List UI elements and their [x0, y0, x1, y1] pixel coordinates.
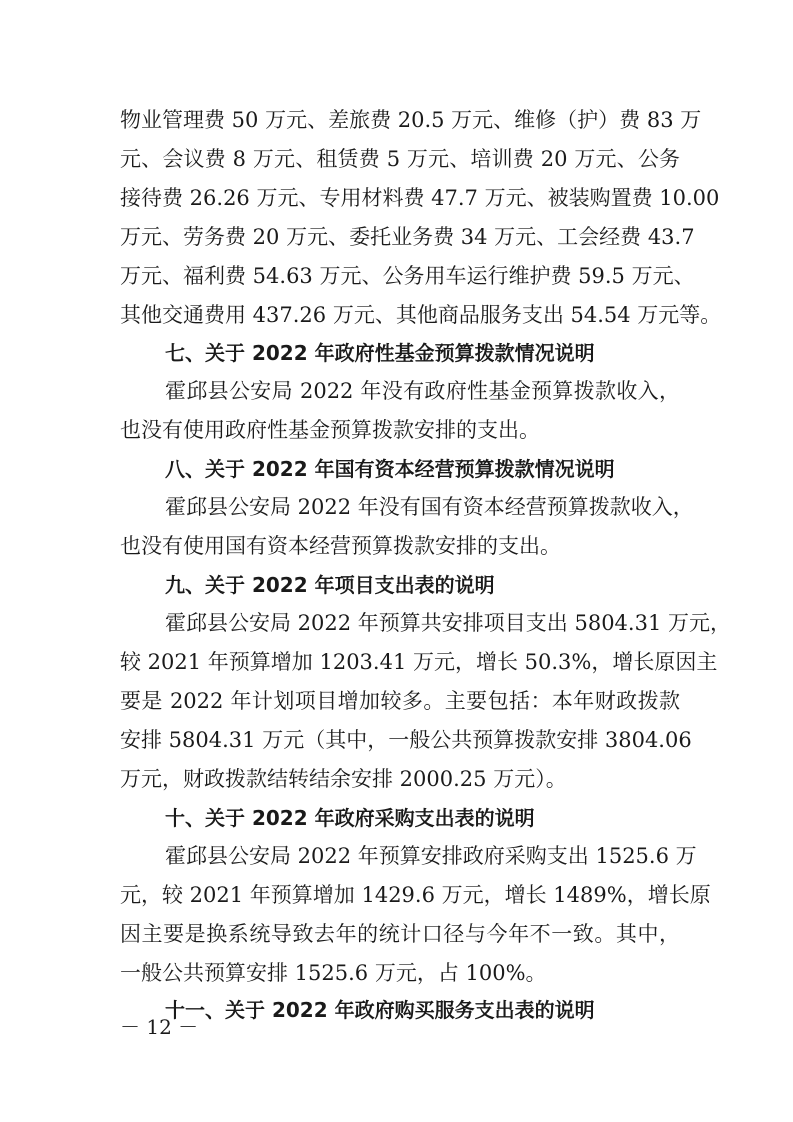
body-line: 物业管理费 50 万元、差旅费 20.5 万元、维修（护）费 83 万	[120, 108, 702, 132]
paragraph-line: 要是 2022 年计划项目增加较多。主要包括：本年财政拨款	[120, 689, 680, 713]
paragraph-line: 元，较 2021 年预算增加 1429.6 万元，增长 1489%，增长原	[120, 883, 711, 907]
page-number: － 12 －	[120, 1015, 199, 1039]
body-line: 元、会议费 8 万元、租赁费 5 万元、培训费 20 万元、公务	[120, 147, 680, 171]
body-line: 其他交通费用 437.26 万元、其他商品服务支出 54.54 万元等。	[120, 303, 722, 327]
body-line: 接待费 26.26 万元、专用材料费 47.7 万元、被装购置费 10.00	[120, 186, 720, 210]
paragraph-line: 霍邱县公安局 2022 年预算安排政府采购支出 1525.6 万	[165, 844, 697, 868]
paragraph-line: 万元，财政拨款结转结余安排 2000.25 万元）。	[120, 767, 567, 791]
paragraph-line: 较 2021 年预算增加 1203.41 万元，增长 50.3%，增长原因主	[120, 650, 718, 674]
paragraph-line: 一般公共预算安排 1525.6 万元，占 100%。	[120, 961, 547, 985]
paragraph-line: 霍邱县公安局 2022 年预算共安排项目支出 5804.31 万元，	[165, 611, 731, 635]
paragraph-line: 霍邱县公安局 2022 年没有政府性基金预算拨款收入，	[165, 379, 680, 403]
paragraph-line: 因主要是换系统导致去年的统计口径与今年不一致。其中，	[120, 922, 680, 946]
section-heading-10: 十、关于 2022 年政府采购支出表的说明	[165, 806, 535, 830]
paragraph-line: 霍邱县公安局 2022 年没有国有资本经营预算拨款收入，	[165, 495, 694, 519]
section-heading-11: 十一、关于 2022 年政府购买服务支出表的说明	[165, 998, 595, 1022]
body-line: 万元、福利费 54.63 万元、公务用车运行维护费 59.5 万元、	[120, 264, 695, 288]
paragraph-line: 安排 5804.31 万元（其中，一般公共预算拨款安排 3804.06	[120, 728, 692, 752]
section-heading-8: 八、关于 2022 年国有资本经营预算拨款情况说明	[165, 457, 615, 481]
section-heading-7: 七、关于 2022 年政府性基金预算拨款情况说明	[165, 341, 595, 365]
paragraph-line: 也没有使用国有资本经营预算拨款安排的支出。	[120, 534, 561, 558]
paragraph-line: 也没有使用政府性基金预算拨款安排的支出。	[120, 418, 540, 442]
body-line: 万元、劳务费 20 万元、委托业务费 34 万元、工会经费 43.7	[120, 225, 695, 249]
section-heading-9: 九、关于 2022 年项目支出表的说明	[165, 573, 495, 597]
